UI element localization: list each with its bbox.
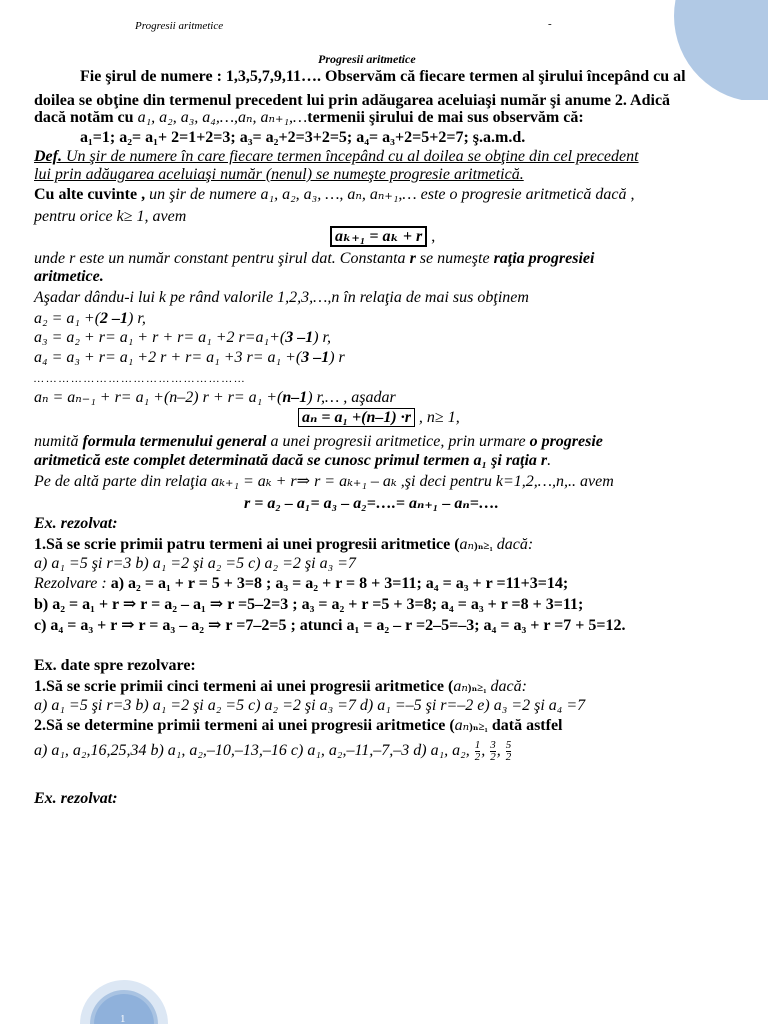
page-title: Progresii aritmetice	[318, 52, 416, 66]
fraction-3-2: $\frac{3}{2}$	[490, 739, 496, 763]
general-term-line-2: aritmetică este complet determinată dacă se cunosc primul termen a₁ şi raţia r.	[34, 452, 552, 469]
derivation-ellipsis: … … … … … … … … … … … … … … … … …	[34, 373, 245, 385]
page-number: 1	[120, 1013, 126, 1025]
running-header-dash: -	[548, 18, 552, 30]
general-term-line-1: numită formula termenului general a unei progresii aritmetice, prin urmare o progresie	[34, 433, 603, 450]
ratio-line-2: aritmetice.	[34, 268, 104, 285]
intro-line-2: doilea se obţine din termenul precedent lui prin adăugarea aceluiaşi număr şi anume 2. Adică	[34, 92, 671, 109]
other-words-line-2: pentru orice k≥ 1, avem	[34, 208, 187, 225]
intro-line-3: dacă notăm cu a₁, a₂, a₃, a₄,…,aₙ, aₙ₊₁,…termenii şirului de mai sus observăm că:	[34, 109, 584, 126]
exercise-1-task: 1.Să se scrie primii cinci termeni ai unei progresii aritmetice (aₙ)ₙ≥₁ dacă:	[34, 678, 527, 695]
solved-example-heading: Ex. rezolvat:	[34, 515, 118, 532]
intro-line-1: Fie şirul de numere : 1,3,5,7,9,11…. Observăm că fiecare termen al şirului începând cu al	[80, 68, 686, 85]
general-term-formula: aₙ = a₁ +(n–1) ·r , n≥ 1,	[298, 409, 460, 427]
difference-line-2: r = a₂ – a₁= a₃ – a₂=….= aₙ₊₁ – aₙ=….	[244, 495, 499, 512]
difference-line-1: Pe de altă parte din relaţia aₖ₊₁ = aₖ + r⇒ r = aₖ₊₁ – aₖ ,şi deci pentru k=1,2,…,n,.. avem	[34, 473, 614, 490]
fraction-1-2: $\frac{1}{2}$	[474, 739, 481, 763]
solved-example-solution-c: c) a₄ = a₃ + r ⇒ r = a₃ – a₂ ⇒ r =7–2=5 ; atunci a₁ = a₂ – r =2–5=–3; a₄ = a₃ + r =7 + 5=12.	[34, 617, 626, 634]
derivation-an: aₙ = aₙ₋₁ + r= a₁ +(n–2) r + r= a₁ +(n–1) r,… , aşadar	[34, 389, 396, 406]
exercises-heading: Ex. date spre rezolvare:	[34, 657, 196, 674]
derivation-a4: a₄ = a₃ + r= a₁ +2 r + r= a₁ +3 r= a₁ +(3 –1) r	[34, 349, 345, 366]
definition-line-2: lui prin adăugarea aceluiaşi număr (nenul) se numeşte progresie aritmetică.	[34, 166, 524, 183]
solved-example-2-heading: Ex. rezolvat:	[34, 790, 118, 807]
running-header-title: Progresii aritmetice	[135, 20, 224, 32]
solved-example-solution-a: Rezolvare : a) a₂ = a₁ + r = 5 + 3=8 ; a₃ = a₂ + r = 8 + 3=11; a₄ = a₃ + r =11+3=14;	[34, 575, 569, 592]
recurrence-formula: aₖ₊₁ = aₖ + r ,	[330, 228, 435, 246]
exercise-2-cases: a) a₁, a₂,16,25,34 b) a₁, a₂,–10,–13,–16 c) a₁, a₂,–11,–7,–3 d) a₁, a₂, $\frac{1}{2}$ , $\frac{3}{2}$ , $\frac{5}{2}$	[34, 739, 512, 763]
fraction-5-2: $\frac{5}{2}$	[505, 739, 512, 763]
derivation-intro: Aşadar dându-i lui k pe rând valorile 1,2,3,…,n în relaţia de mai sus obţinem	[34, 289, 529, 306]
exercise-2-task: 2.Să se determine primii termeni ai unei progresii aritmetice (aₙ)ₙ≥₁ dată astfel	[34, 717, 563, 734]
other-words-line-1: Cu alte cuvinte , un şir de numere a₁, a₂, a₃, …, aₙ, aₙ₊₁,… este o progresie aritmetică dacă ,	[34, 186, 635, 203]
derivation-a2: a₂ = a₁ +(2 –1) r,	[34, 310, 146, 327]
derivation-a3: a₃ = a₂ + r= a₁ + r + r= a₁ +2 r=a₁+(3 –1) r,	[34, 329, 331, 346]
intro-line-4: a₁=1; a₂= a₁+ 2=1+2=3; a₃= a₂+2=3+2=5; a₄= a₃+2=5+2=7; ş.a.m.d.	[80, 129, 526, 146]
exercise-1-cases: a) a₁ =5 şi r=3 b) a₁ =2 şi a₂ =5 c) a₂ =2 şi a₃ =7 d) a₁ =–5 şi r=–2 e) a₃ =2 şi a₄ =7	[34, 697, 586, 714]
solved-example-cases: a) a₁ =5 şi r=3 b) a₁ =2 şi a₂ =5 c) a₂ =2 şi a₃ =7	[34, 555, 356, 572]
solved-example-solution-b: b) a₂ = a₁ + r ⇒ r = a₂ – a₁ ⇒ r =5–2=3 ; a₃ = a₂ + r =5 + 3=8; a₄ = a₃ + r =8 + 3=11;	[34, 596, 584, 613]
solved-example-task: 1.Să se scrie primii patru termeni ai unei progresii aritmetice (aₙ)ₙ≥₁ dacă:	[34, 536, 534, 553]
ratio-line-1: unde r este un număr constant pentru şirul dat. Constanta r se numeşte raţia progresiei	[34, 250, 595, 267]
definition-line-1: Def. Un şir de numere în care fiecare termen începând cu al doilea se obţine din cel precedent	[34, 148, 639, 165]
